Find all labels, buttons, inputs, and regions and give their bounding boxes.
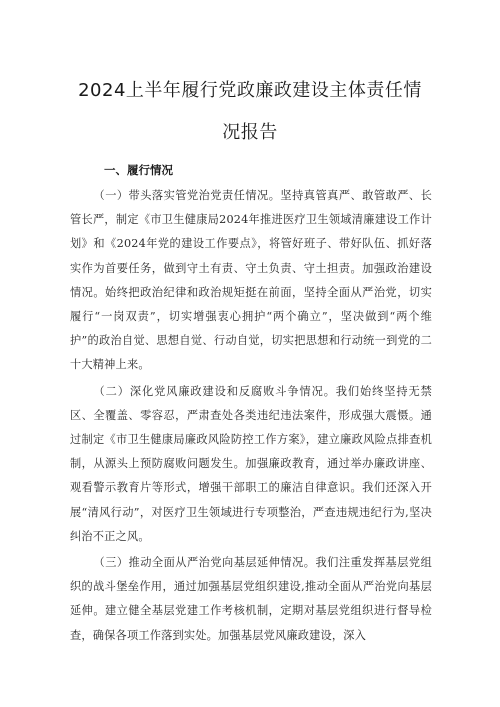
document-body (70, 184, 432, 650)
paragraph-2: （二）深化党风廉政建设和反腐败斗争情况。我们始终坚持无禁区、全覆盖、零容忍，严肃查处各类违纪违法案件，形成强大震慑。通过制定《市卫生健康局廉政风险防控工作方案》，建立廉政风险点排查机制，从源头上预防腐败问题发生。加强廉政教育，通过举办廉政讲座、观看警示教育片等形式，增强干部职工的廉洁自律意识。我们还深入开展“清风行动”，对医疗卫生领域进行专项整治，严查违规违纪行为,坚决纠治不正之风。 (70, 384, 432, 543)
paragraph-1: （一）带头落实管党治党责任情况。坚持真管真严、敢管敢严、长管长严，制定《市卫生健康局2024年推进医疗卫生领域清廉建设工作计划》和《2024年党的建设工作要点》，将管好班子、带好队伍、抓好落实作为首要任务，做到守土有责、守土负责、守土担责。加强政治建设情况。始终把政治纪律和政治规矩挺在前面，坚持全面从严治党，切实履行“一岗双责”，切实增强衷心拥护“两个确立”，坚决做到“两个维护”的政治自觉、思想自觉、行动自觉，切实把思想和行动统一到党的二十大精神上来。 (70, 189, 432, 372)
paragraph-3: （三）推动全面从严治党向基层延伸情况。我们注重发挥基层党组织的战斗堡垒作用，通过加强基层党组织建设,推动全面从严治党向基层延伸。建立健全基层党建工作考核机制，定期对基层党组织进行督导检查，确保各项工作落到实处。加强基层党风廉政建设，深入 (70, 556, 432, 642)
document-title-line2: 况报告 (222, 122, 278, 143)
section-heading: 一、履行情况 (104, 163, 173, 177)
document-title-line1: 2024上半年履行党政廉政建设主体责任情 (78, 80, 422, 101)
